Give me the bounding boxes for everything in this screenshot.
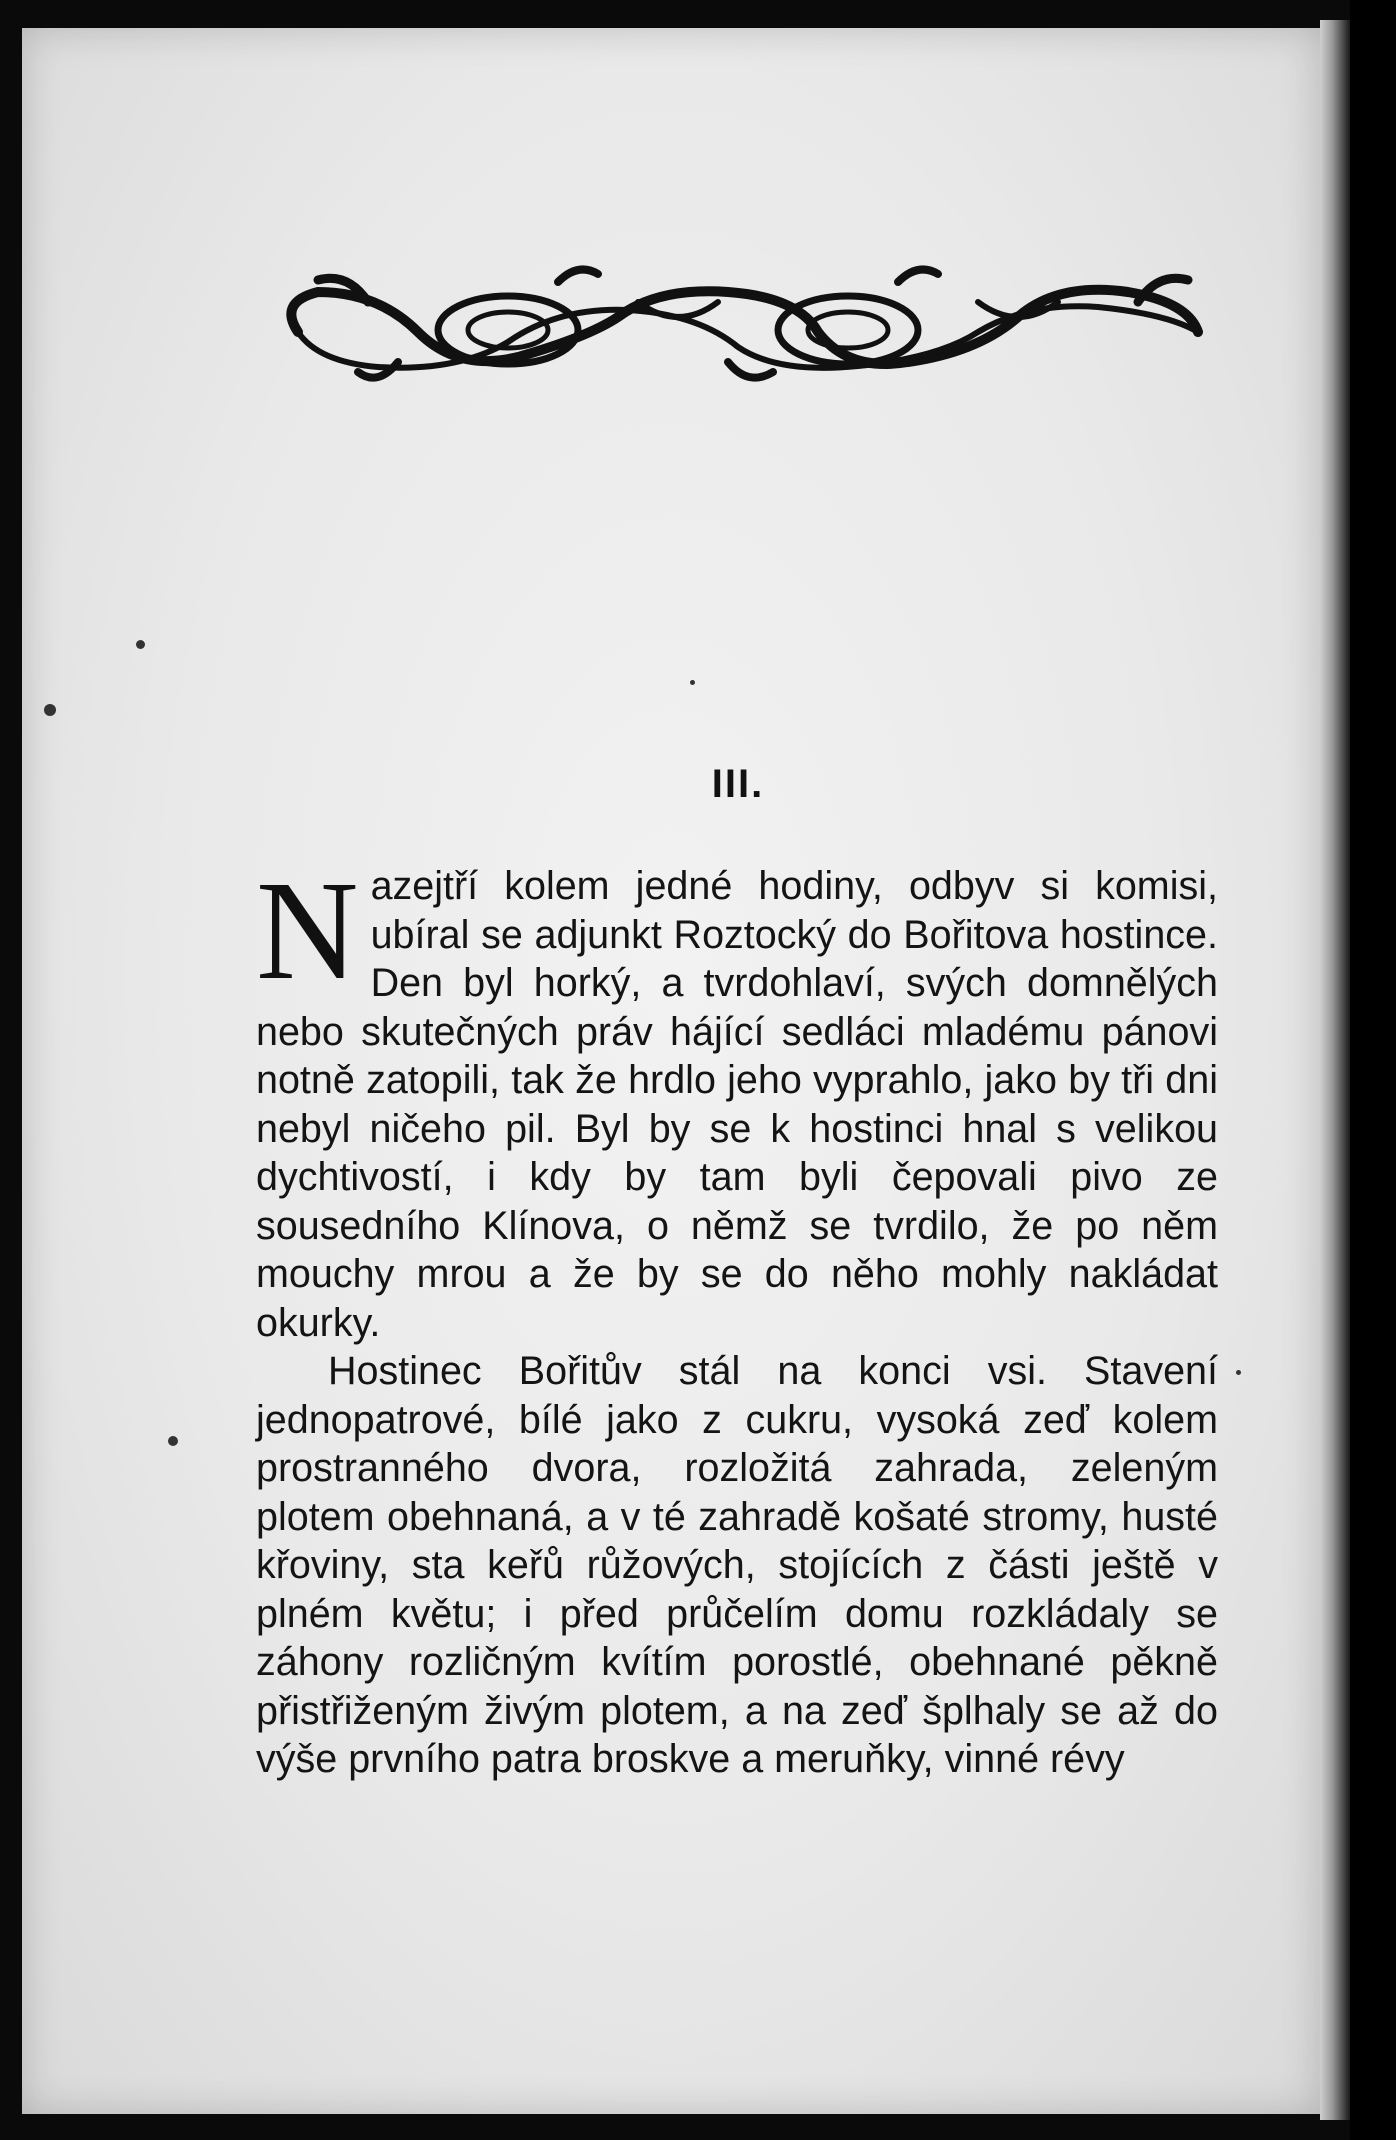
paper-speck xyxy=(136,640,145,649)
paper-speck xyxy=(168,1436,178,1446)
paragraph-1-text: azejtří kolem jedné hodiny, odbyv si komisi, ubíral se adjunkt Roztocký do Bořitova hostince. Den byl horký, a tvrdohlaví, svých domnělých nebo skutečných práv hájící sedláci mladému pánovi notně zatopili, tak že hrdlo jeho vyprahlo, jako by tři dni nebyl ničeho pil. Byl by se k hostinci hnal s velikou dychtivostí, i kdy by tam byli čepovali pivo ze sousedního Klínova, o němž se tvrdilo, že po něm mouchy mrou a že by se do něho mohly nakládat okurky. xyxy=(256,864,1218,1345)
paragraph-1 xyxy=(256,851,1218,1347)
paper-speck xyxy=(1236,1370,1241,1375)
paragraph-2-text: Hostinec Bořitův stál na konci vsi. Stavení jednopatrové, bílé jako z cukru, vysoká zeď kolem prostranného dvora, rozložitá zahrada, zeleným plotem obehnaná, a v té zahradě košaté stromy, husté křoviny, sta keřů růžových, stojících z části ještě v plném květu; i před průčelím domu rozkládaly se záhony rozličným kvítím porostlé, obehnané pěkně přistřiženým živým plotem, a na zeď šplhaly se až do výše prvního patra broskve a meruňky, vinné révy xyxy=(256,1349,1218,1781)
paragraph-2 xyxy=(256,1347,1218,1784)
drop-cap: N xyxy=(256,851,359,1009)
paper-speck xyxy=(690,680,695,685)
scan-border xyxy=(1350,0,1396,2140)
paper-speck xyxy=(44,704,56,716)
page-edge xyxy=(1320,20,1350,2120)
decorative-ornament xyxy=(258,262,1228,392)
body-text xyxy=(256,851,1218,1784)
chapter-heading: III. xyxy=(711,762,765,806)
